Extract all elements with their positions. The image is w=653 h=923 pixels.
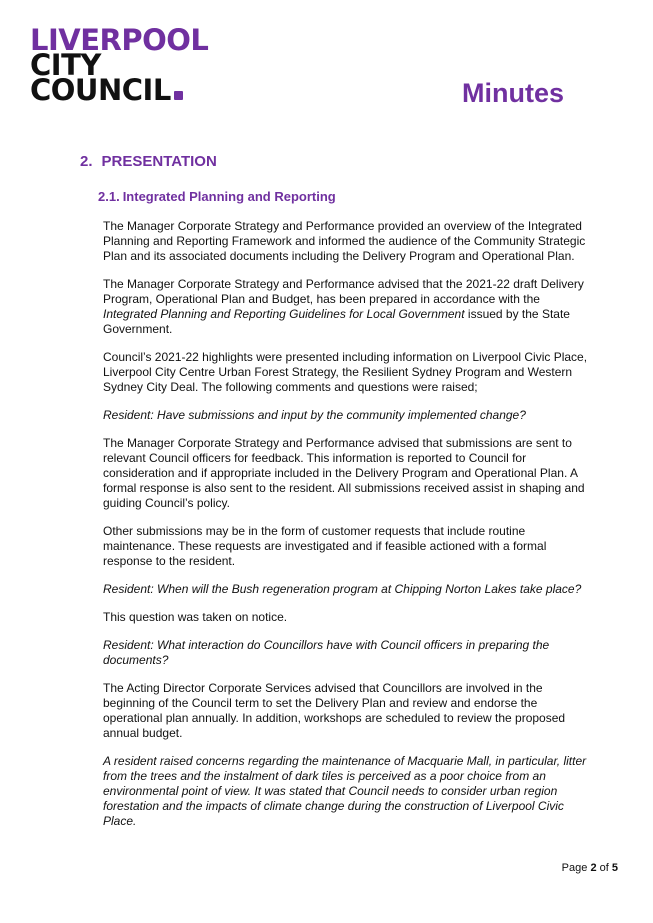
paragraph-highlights: Council’s 2021-22 highlights were presented including information on Liverpool Civic Place, Liverpool City Centre Urban Forest Strategy, the Resilient Sydney Program and Western Sydney City Deal. The following comments and questions were raised; — [103, 350, 588, 394]
paragraph-draft-program-text: The Manager Corporate Strategy and Performance advised that the 2021-22 draft Delivery Program, Operational Plan and Budget, has been prepared in accordance with the — [103, 277, 584, 306]
subsection-heading — [98, 189, 336, 204]
question-councillors: Resident: What interaction do Councillors have with Council officers in preparing the documents? — [103, 638, 550, 667]
minutes-body — [103, 219, 593, 842]
logo-line-city: CITY — [30, 47, 101, 82]
answer-submissions-extra: Other submissions may be in the form of customer requests that include routine maintenance. These requests are investigated and if feasible actioned with a formal response to the resident. — [103, 524, 547, 568]
subsection-title: Integrated Planning and Reporting — [122, 189, 336, 204]
guidelines-title: Integrated Planning and Reporting Guidelines for Local Government — [103, 307, 465, 321]
of-label: of — [599, 862, 609, 874]
paragraph-overview: The Manager Corporate Strategy and Performance provided an overview of the Integrated Planning and Reporting Framework and informed the audience of the Community Strategic Plan and its associated documents including the Delivery Program and Operational Plan. — [103, 219, 586, 263]
section-heading — [80, 153, 217, 170]
page-number — [562, 862, 618, 874]
logo-line-council-row — [30, 72, 208, 107]
current-page: 2 — [590, 862, 597, 874]
answer-councillors: The Acting Director Corporate Services advised that Councillors are involved in the beginning of the Council term to set the Delivery Plan and review and endorse the operational plan annually. In addition, workshops are scheduled to review the proposed annual budget. — [103, 681, 566, 740]
page-label: Page — [561, 862, 588, 874]
logo-mark-icon — [174, 91, 183, 100]
section-title: PRESENTATION — [101, 153, 217, 170]
comment-macquarie-mall: A resident raised concerns regarding the maintenance of Macquarie Mall, in particular, litter from the trees and the instalment of dark tiles is perceived as a poor choice from an environmental point of view. It was stated that Council needs to consider urban region forestation and the impacts of climate change during the construction of Liverpool Civic Place. — [103, 754, 587, 828]
paragraph-draft-program — [103, 277, 593, 337]
total-pages: 5 — [611, 862, 618, 874]
question-submissions: Resident: Have submissions and input by the community implemented change? — [103, 408, 526, 422]
section-number: 2. — [80, 153, 93, 170]
answer-bush-regeneration: This question was taken on notice. — [103, 610, 288, 624]
council-logo — [30, 23, 209, 107]
logo-line-liverpool: LIVERPOOL — [30, 23, 209, 57]
subsection-number: 2.1. — [98, 189, 120, 204]
document-title: Minutes — [461, 78, 564, 108]
answer-submissions: The Manager Corporate Strategy and Performance advised that submissions are sent to relevant Council officers for feedback. This information is reported to Council for consideration and if appropriate included in the Delivery Program and Operational Plan. A formal response is also sent to the resident. All submissions received assist in shaping and guiding Council’s policy. — [103, 436, 585, 510]
paragraph-draft-program-end: issued by the State Government. — [103, 307, 570, 336]
logo-line-council: COUNCIL — [30, 72, 171, 107]
question-bush-regeneration: Resident: When will the Bush regeneration program at Chipping Norton Lakes take place? — [103, 582, 582, 596]
